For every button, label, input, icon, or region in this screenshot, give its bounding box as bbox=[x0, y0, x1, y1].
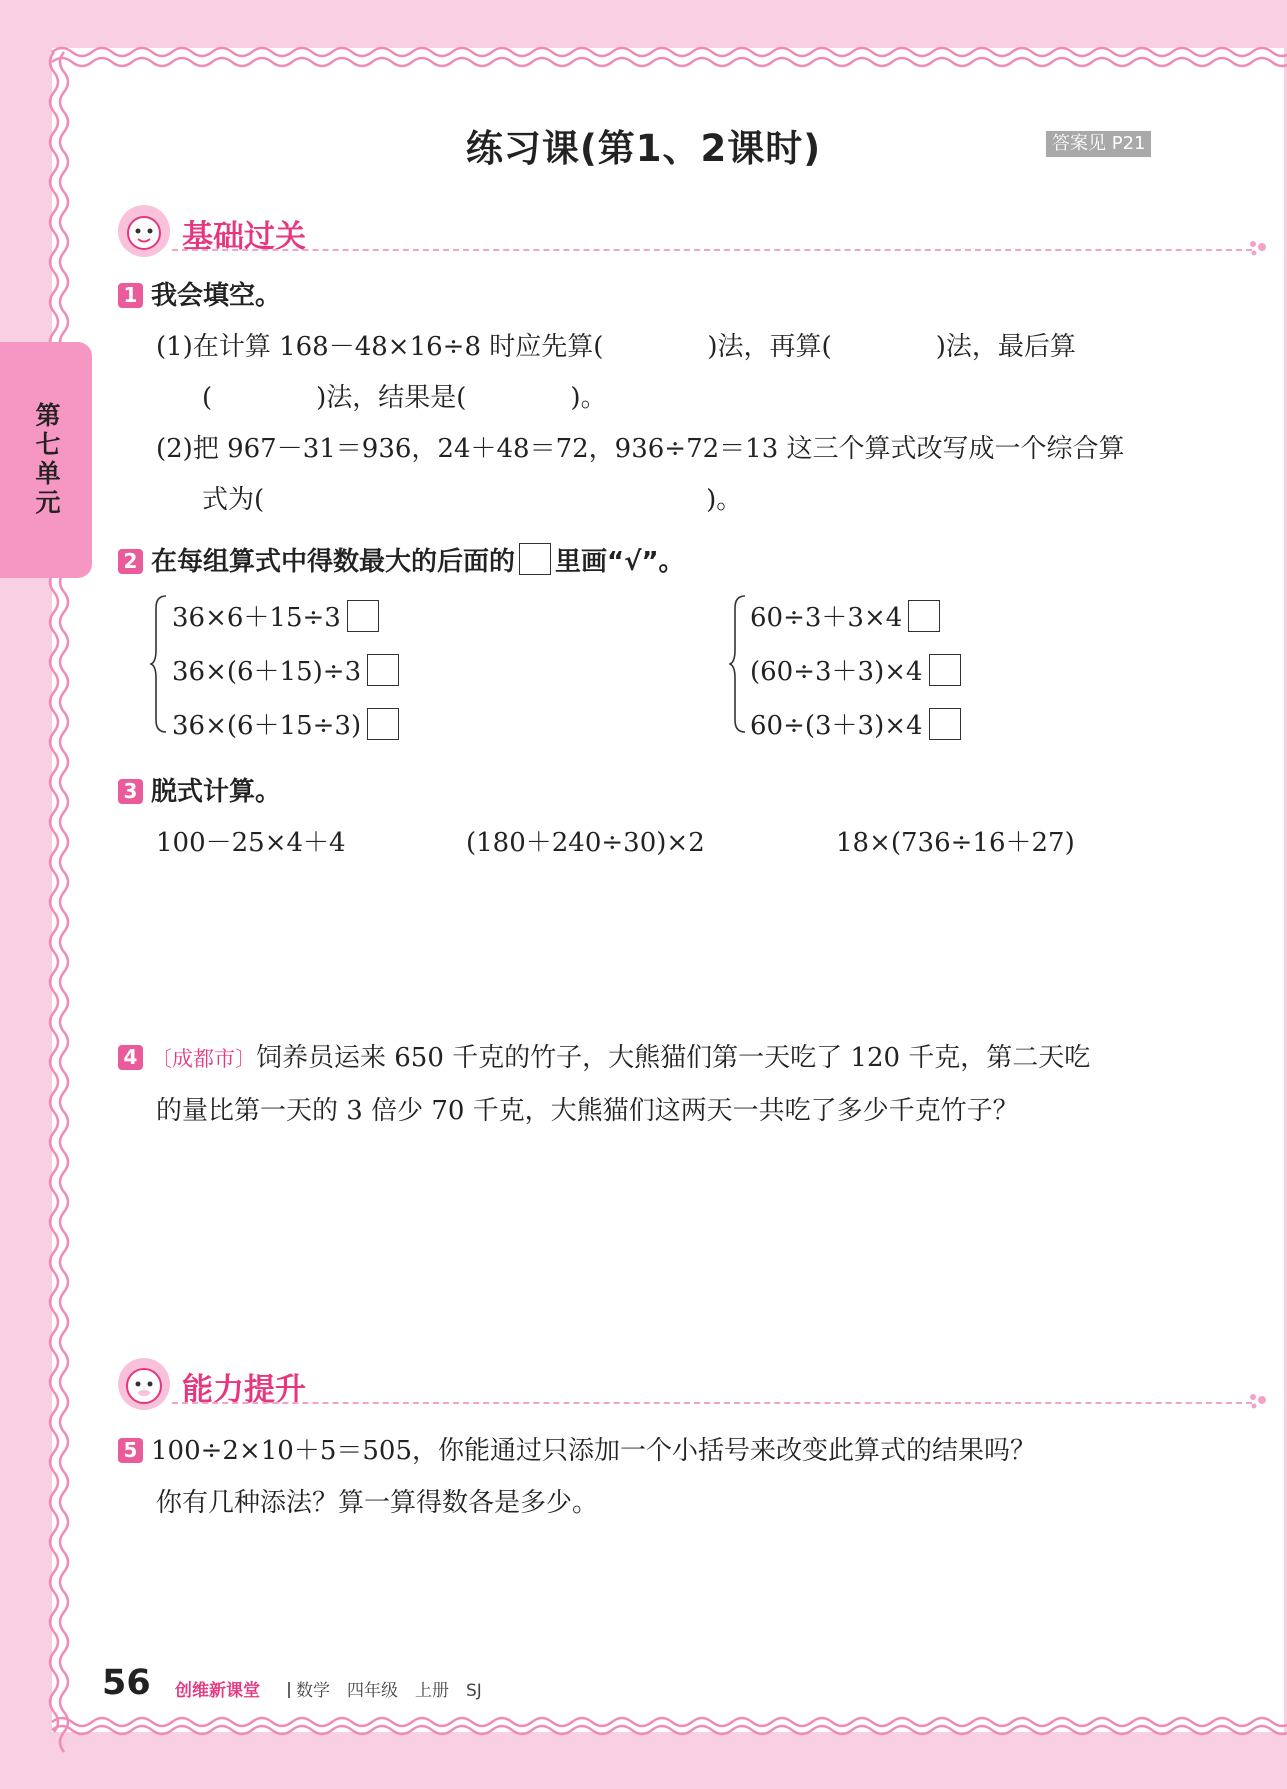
q2-left-checkbox-2[interactable] bbox=[367, 654, 399, 686]
q1-stem-text: 我会填空。 bbox=[151, 281, 282, 311]
q2-right-checkbox-1[interactable] bbox=[908, 600, 940, 632]
q3-stem-text: 脱式计算。 bbox=[151, 777, 282, 807]
right-brace-icon bbox=[729, 594, 747, 734]
footer-brand: 创维新课堂 bbox=[175, 1681, 260, 1701]
q3-number: 3 bbox=[118, 779, 143, 804]
q2-stem bbox=[118, 541, 685, 578]
q4-city-tag: 〔成都市〕 bbox=[151, 1047, 256, 1071]
q1-part1-line2: ( )法，结果是( )。 bbox=[202, 383, 607, 413]
q2-right-item-1 bbox=[750, 597, 940, 634]
q2-left-checkbox-3[interactable] bbox=[367, 708, 399, 740]
decor-dots-icon bbox=[1248, 239, 1270, 257]
section-divider bbox=[172, 1402, 1252, 1404]
unit-side-tab-label: 第七单元 bbox=[32, 402, 61, 518]
section-divider bbox=[172, 249, 1252, 251]
q2-left-item-1 bbox=[172, 597, 379, 634]
left-brace-icon bbox=[150, 594, 168, 734]
q2-left-item-2 bbox=[172, 651, 399, 688]
q2-right-expr-1: 60÷3＋3×4 bbox=[750, 603, 903, 633]
unit-side-tab bbox=[0, 342, 92, 578]
q4-number: 4 bbox=[118, 1045, 143, 1070]
q3-stem bbox=[118, 771, 281, 808]
footer-subject bbox=[282, 1676, 482, 1701]
q2-stem-after: 里画“√”。 bbox=[555, 547, 685, 577]
q3-expression-1: 100－25×4＋4 bbox=[156, 828, 346, 858]
q2-left-expr-2: 36×(6＋15)÷3 bbox=[172, 657, 362, 687]
q3-expression-3: 18×(736÷16＋27) bbox=[836, 828, 1075, 858]
section-advanced-label: 能力提升 bbox=[182, 1372, 306, 1408]
q2-left-expr-3: 36×(6＋15÷3) bbox=[172, 711, 362, 741]
q4-line1 bbox=[118, 1037, 1090, 1074]
q2-left-checkbox-1[interactable] bbox=[347, 600, 379, 632]
q2-left-expr-1: 36×6＋15÷3 bbox=[172, 603, 341, 633]
q2-right-item-3 bbox=[750, 705, 961, 742]
q2-stem-box bbox=[519, 543, 551, 575]
q1-part2-line2: 式为( )。 bbox=[202, 485, 743, 515]
q2-left-item-3 bbox=[172, 705, 399, 742]
q2-right-item-2 bbox=[750, 651, 961, 688]
q5-line2: 你有几种添法？算一算得数各是多少。 bbox=[156, 1488, 599, 1518]
page-title: 练习课(第1、2课时) bbox=[465, 127, 822, 170]
footer-separator bbox=[288, 1682, 290, 1698]
q1-stem bbox=[118, 275, 281, 312]
q2-stem-before: 在每组算式中得数最大的后面的 bbox=[151, 547, 516, 577]
footer-subject-text: 数学 四年级 上册 SJ bbox=[296, 1681, 482, 1701]
section-basic-label: 基础过关 bbox=[182, 219, 306, 255]
page-number: 56 bbox=[102, 1663, 151, 1703]
answer-reference-badge: 答案见 P21 bbox=[1046, 131, 1151, 157]
q1-part1-line1: (1)在计算 168－48×16÷8 时应先算( )法，再算( )法，最后算 bbox=[156, 332, 1076, 362]
q4-line2: 的量比第一天的 3 倍少 70 千克，大熊猫们这两天一共吃了多少千克竹子？ bbox=[156, 1096, 1019, 1126]
q5-line1 bbox=[118, 1430, 1036, 1467]
q2-right-expr-2: (60÷3＋3)×4 bbox=[750, 657, 923, 687]
q2-right-expr-3: 60÷(3＋3)×4 bbox=[750, 711, 923, 741]
q2-right-checkbox-3[interactable] bbox=[929, 708, 961, 740]
q5-number: 5 bbox=[118, 1438, 143, 1463]
q1-part2-line1: (2)把 967－31＝936，24＋48＝72，936÷72＝13 这三个算式改写成一个综合算 bbox=[156, 434, 1125, 464]
q1-number: 1 bbox=[118, 283, 143, 308]
mascot-monkey-icon bbox=[116, 1356, 172, 1412]
q2-number: 2 bbox=[118, 549, 143, 574]
q4-line1-text: 饲养员运来 650 千克的竹子，大熊猫们第一天吃了 120 千克，第二天吃 bbox=[256, 1043, 1091, 1073]
mascot-icon bbox=[116, 203, 172, 259]
q3-expression-2: (180＋240÷30)×2 bbox=[466, 828, 705, 858]
q5-line1-text: 100÷2×10＋5＝505，你能通过只添加一个小括号来改变此算式的结果吗？ bbox=[151, 1436, 1036, 1466]
q2-right-checkbox-2[interactable] bbox=[929, 654, 961, 686]
decor-dots-icon bbox=[1248, 1392, 1270, 1410]
